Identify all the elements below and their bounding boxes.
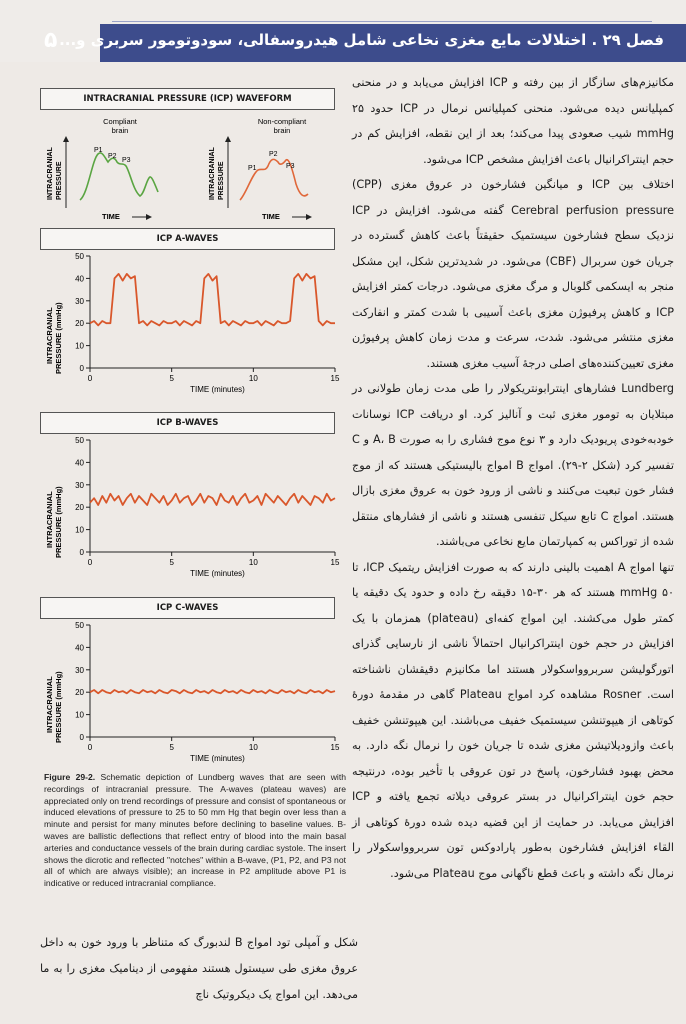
paragraph: Lundberg فشارهای اینترابونتریکولار را طی مدت زمان طولانی در مبتلایان به تومور مغزی ثبت و آنالیز کرد. او دریافت ICP نوسانات خودبه‌خودی پریودیک دارد و ۳ نوع موج فشاری را به صورت A، B و C تفسیر کرد (شکل ۲-۲۹). امواج B امواج بالیستیکی هستند که از موج فشار خون تبعیت می‌کنند و ناشی از ورود خون به عروق مغزی بازال هستند. امواج C تابع سیکل تنفسی هستند و ناشی از فشارهای منتقل شده از توراکس به کمپارتمان مایع نخاعی می‌باشند. bbox=[352, 382, 674, 548]
x-tick-label: 5 bbox=[169, 558, 174, 567]
arrow-icon bbox=[225, 136, 231, 142]
chart-title: ICP C-WAVES bbox=[40, 597, 335, 619]
line-chart-svg bbox=[40, 619, 340, 771]
waveform-svg bbox=[40, 110, 335, 222]
panel-title: INTRACRANIAL PRESSURE (ICP) WAVEFORM bbox=[40, 88, 335, 110]
x-tick-label: 10 bbox=[248, 374, 258, 383]
y-tick-label: 0 bbox=[79, 364, 84, 373]
x-tick-label: 0 bbox=[87, 558, 93, 567]
chapter-title: فصل ۲۹ . اختلالات مایع مغزی نخاعی شامل هیدروسفالی، سودوتومور سربری و... bbox=[59, 31, 664, 49]
x-tick-label: 0 bbox=[87, 743, 93, 752]
noncompliant-label-2: brain bbox=[273, 126, 291, 135]
compliant-curve bbox=[80, 153, 158, 200]
xlabel-time: TIME bbox=[262, 212, 280, 221]
chart-title: ICP A-WAVES bbox=[40, 228, 335, 250]
figure-caption bbox=[44, 772, 346, 890]
noncompliant-label-1: Non-compliant bbox=[257, 117, 307, 126]
y-tick-label: 0 bbox=[79, 548, 84, 557]
x-axis-label: TIME (minutes) bbox=[190, 569, 245, 578]
y-axis-label: PRESSURE (mmHg) bbox=[54, 671, 63, 743]
line-chart-svg bbox=[40, 434, 340, 586]
p1-label: P1 bbox=[248, 165, 257, 172]
ylabel-noncompliant-2: PRESSURE bbox=[218, 161, 225, 200]
page-number: ۵ bbox=[44, 28, 58, 53]
paragraph: تنها امواج A اهمیت بالینی دارند که به صورت افزایش ریتمیک ICP، تا ۵۰ mmHg هستند که هر ۳۰-۱۵ دقیقه رخ داده و حدود یک دقیقه یا کمتر طول می‌کشند. این امواج کفه‌ای (plateau) همزمان با یک افزایش در حجم خون اینتراکرانیال احتمالاً ناشی از نارسایی گذرای اتورگولیشن سربروواسکولار هستند اما مکانیزم دقیقشان ناشناخته است. Rosner مشاهده کرد امواج Plateau گاهی در مقدمهٔ دورهٔ کوتاهی از هیپوتنشن سیستمیک خفیف می‌باشند. این هیپوتنشن خفیف باعث وازودیلاتیشن مغزی شده تا جریان خون را نرمال نگه دارد. به محض بهبود فشارخون، پاسخ در تون عروقی با تأخیر بوده، درنتیجه حجم خون اینتراکرانیال در بستر عروقی دیلاته تجمع یافته و ICP افزایش می‌یابد. در حمایت از این قضیه دیده شده دورهٔ کوتاهی از القاء افزایش فشارخون به‌طور پارادوکس تون سربروواسکولار را نرمال نگه داشته و باعث قطع ناگهانی موج Plateau می‌شود. bbox=[352, 560, 675, 880]
xlabel-time: TIME bbox=[102, 212, 120, 221]
y-tick-label: 50 bbox=[75, 436, 84, 445]
body-column bbox=[352, 70, 674, 886]
y-tick-label: 30 bbox=[75, 665, 84, 675]
page-header bbox=[0, 0, 686, 62]
x-tick-label: 5 bbox=[169, 374, 174, 383]
p3-label: P3 bbox=[286, 163, 295, 170]
header-rule bbox=[112, 21, 652, 22]
ylabel-noncompliant-1: INTRACRANIAL bbox=[209, 147, 216, 200]
y-tick-label: 50 bbox=[75, 621, 84, 630]
y-tick-label: 0 bbox=[79, 733, 84, 742]
y-axis-label: INTRACRANIAL bbox=[45, 491, 54, 548]
y-axis-label: PRESSURE (mmHg) bbox=[54, 302, 63, 374]
arrow-icon bbox=[146, 214, 152, 220]
compliant-label-1: Compliant bbox=[103, 117, 137, 126]
y-tick-label: 10 bbox=[75, 341, 84, 351]
p2-label: P2 bbox=[108, 153, 117, 160]
y-tick-label: 10 bbox=[75, 525, 84, 535]
x-tick-label: 10 bbox=[248, 558, 258, 567]
series-line bbox=[90, 690, 335, 693]
caption-text: Schematic depiction of Lundberg waves that are seen with recordings of intracranial pressure. The A-waves (plateau waves) are appreciated only on trend recordings of pressure and consist of spontaneous or induced elevations of pressure to 25 to 50 mm Hg that begin over less than a minute and persist for many minutes before declining to baseline values. B-waves are ballistic deflections that reflect entry of blood into the main basal arteries and conductance vessels of the brain during cardiac systole. The insert shows the dicrotic and reflected "notches" within a B-wave, (P1, P2, and P3 not all of which are always visible); an increase in P2 amplitude above P1 is indicative or reduced intracranial compliance. bbox=[44, 772, 346, 889]
y-axis-label: PRESSURE (mmHg) bbox=[54, 486, 63, 558]
compliant-label-2: brain bbox=[111, 126, 129, 135]
chart-title: ICP B-WAVES bbox=[40, 412, 335, 434]
x-axis-label: TIME (minutes) bbox=[190, 385, 245, 394]
chart-c-waves bbox=[40, 597, 340, 769]
x-tick-label: 0 bbox=[87, 374, 93, 383]
paragraph: اختلاف بین ICP و میانگین فشارخون در عروق مغزی (CPP) Cerebral perfusion pressure گفته می‌شود. افزایش در ICP نزدیک سطح فشارخون سیستمیک حقیقتاً باعث کاهش گسترده در جریان خون سربرال (CBF) می‌شود. در شدیدترین شکل، این مشکل منجر به ایسکمی گلوبال و مرگ مغزی می‌شود. درجات کمتر افزایش ICP و کاهش پرفیوژن مغزی باعث آسیبی با شدت کمتر و انفارکت مغزی منتشر می‌شود. شدت، سرعت و مدت زمان کاهش پرفیوژن مغزی تعیین‌کننده‌های اصلی درجهٔ آسیب مغزی هستند. bbox=[352, 178, 674, 370]
series-line bbox=[90, 494, 335, 505]
y-tick-label: 40 bbox=[75, 458, 84, 468]
x-tick-label: 15 bbox=[330, 743, 340, 752]
y-tick-label: 20 bbox=[75, 319, 84, 329]
ylabel-compliant-1: INTRACRANIAL bbox=[47, 147, 54, 200]
x-tick-label: 15 bbox=[330, 374, 340, 383]
y-tick-label: 30 bbox=[75, 296, 84, 306]
paragraph: شکل و آمپلی تود امواج B لندبورگ که متناظر با ورود خون به داخل عروق مغزی طی سیستول هستند مفهومی از دینامیک مغزی را به ما می‌دهد. این امواج یک دیکروتیک ناچ bbox=[40, 936, 358, 1001]
ylabel-compliant-2: PRESSURE bbox=[56, 161, 63, 200]
x-tick-label: 15 bbox=[330, 558, 340, 567]
icp-waveform-panel bbox=[40, 88, 335, 220]
chart-b-waves bbox=[40, 412, 340, 592]
y-axis-label: INTRACRANIAL bbox=[45, 676, 54, 733]
x-tick-label: 5 bbox=[169, 743, 174, 752]
bottom-paragraph bbox=[40, 930, 358, 1008]
arrow-icon bbox=[306, 214, 312, 220]
p1-label: P1 bbox=[94, 147, 103, 154]
y-tick-label: 20 bbox=[75, 688, 84, 698]
x-tick-label: 10 bbox=[248, 743, 258, 752]
caption-label: Figure 29-2. bbox=[44, 772, 96, 782]
paragraph: مکانیزم‌های سازگار از بین رفته و ICP افزایش می‌یابد و در منحنی کمپلیانس دیده می‌شود. منحنی کمپلیانس نرمال در ICP حدود ۲۵ mmHg شیب صعودی پیدا می‌کند؛ بعد از این نقطه، افزایش کم در حجم اینتراکرانیال باعث افزایش مشخص ICP می‌شود. bbox=[352, 76, 674, 166]
p3-label: P3 bbox=[122, 157, 131, 164]
y-tick-label: 10 bbox=[75, 710, 84, 720]
x-axis-label: TIME (minutes) bbox=[190, 754, 245, 763]
y-tick-label: 20 bbox=[75, 503, 84, 513]
p2-label: P2 bbox=[269, 151, 278, 158]
line-chart-svg bbox=[40, 250, 340, 402]
y-axis-label: INTRACRANIAL bbox=[45, 307, 54, 364]
series-line bbox=[90, 274, 335, 326]
chart-a-waves bbox=[40, 228, 340, 408]
y-tick-label: 30 bbox=[75, 480, 84, 490]
arrow-icon bbox=[63, 136, 69, 142]
y-tick-label: 50 bbox=[75, 252, 84, 261]
y-tick-label: 40 bbox=[75, 274, 84, 284]
y-tick-label: 40 bbox=[75, 643, 84, 653]
